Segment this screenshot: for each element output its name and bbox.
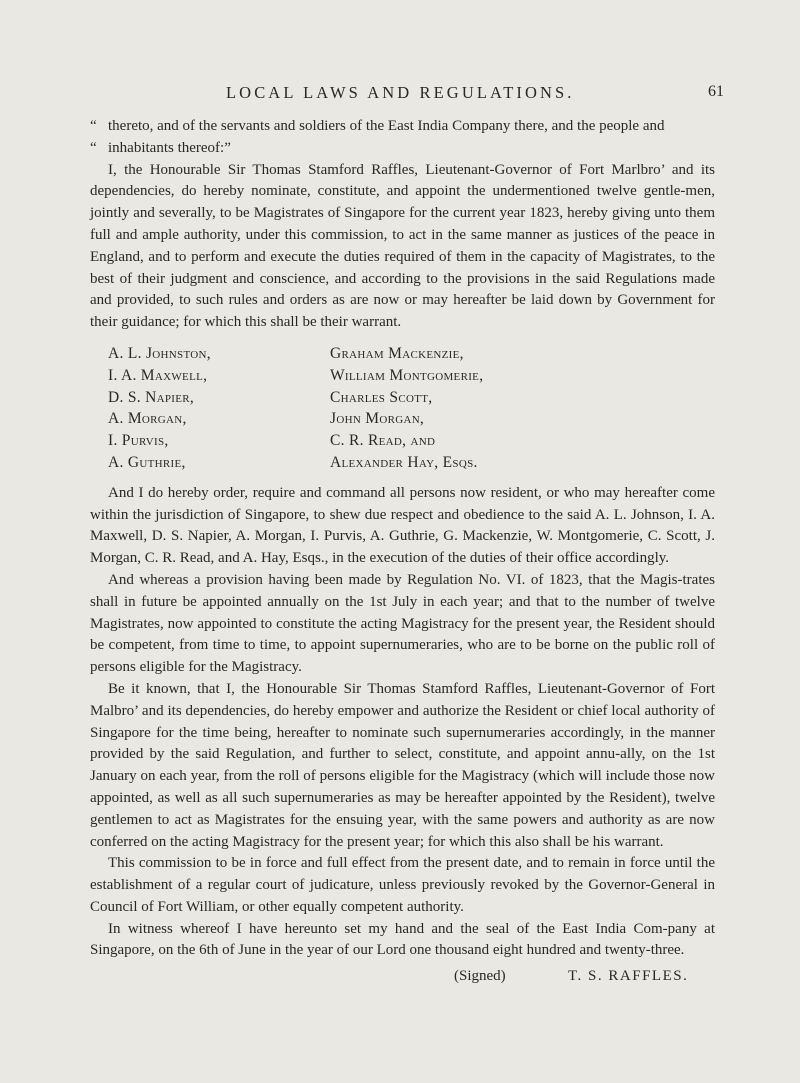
signatory-name: T. S. RAFFLES. xyxy=(568,968,689,985)
magistrate-name: A. Guthrie, xyxy=(108,453,186,471)
magistrates-right-column xyxy=(330,343,690,474)
paragraph-commission: This commission to be in force and full effect from the present date, and to remain in force until the establishment of a regular court of judicature, unless previously revoked by the Governor-General in Council of Fort William, or other equally competent authority. xyxy=(90,855,715,915)
paragraph-quote-line-1 xyxy=(90,116,715,138)
signature-block xyxy=(90,966,715,988)
open-quote: “ xyxy=(90,118,97,134)
magistrate-name: I. A. Maxwell, xyxy=(108,366,208,384)
magistrate-name: William Montgomerie, xyxy=(330,366,484,384)
body-text xyxy=(90,116,715,988)
paragraph-order: And I do hereby order, require and command all persons now resident, or who may hereafter come within the jurisdiction of Singapore, to shew due respect and obedience to the said A. L. Johnson, I. A. Maxwell, D. S. Napier, A. Morgan, I. Purvis, A. Guthrie, G. Mackenzie, W. Montgomerie, C. Scott, J. Morgan, C. R. Read, and A. Hay, Esqs., in the execution of the duties of their office accordingly. xyxy=(90,484,715,567)
paragraph-empower: Be it known, that I, the Honourable Sir Thomas Stamford Raffles, Lieutenant-Governor of Fort Malbro’ and its dependencies, do hereby empower and authorize the Resident or chief local authority of Singapore for the time being, hereafter to nominate such supernumeraries accordingly, in the manner provided by the said Regulation, and further to select, constitute, and appoint annu-ally, on the 1st January on each year, from the roll of persons eligible for the Magistracy (which will include those now appointed, as well as all such supernumeraries as may be hereafter appointed by the Resident), twelve gentlemen to act as Magistrates for the ensuing year, with the same powers and authority as are now conferred on the acting Magistracy for the present year; for which this also shall be his warrant. xyxy=(90,680,715,850)
page-number: 61 xyxy=(708,83,724,100)
magistrate-name: Charles Scott, xyxy=(330,388,433,406)
paragraph-appointment: I, the Honourable Sir Thomas Stamford Raffles, Lieutenant-Governor of Fort Marlbro’ and its dependencies, do hereby nominate, constitute, and appoint the undermentioned twelve gentle-men, jointly and severally, to be Magistrates of Singapore for the current year 1823, hereby giving unto them full and ample authority, under this commission, to act in the same manner as justices of the peace in England, and to perform and execute the duties required of them in the capacity of Magistrates, to the best of their judgment and conscience, and according to the provisions in the said Regulations made and provided, to such rules and orders as are now or may hereafter be laid down by Government for their guidance; for which this shall be their warrant. xyxy=(90,161,715,331)
magistrates-list xyxy=(108,343,715,474)
paragraph-quote-line-2 xyxy=(90,138,715,160)
running-title: LOCAL LAWS AND REGULATIONS. xyxy=(226,83,575,102)
magistrate-name: C. R. Read, and xyxy=(330,432,436,450)
quote-text-1: thereto, and of the servants and soldiers of the East India Company there, and the people and xyxy=(108,118,665,134)
magistrate-name: I. Purvis, xyxy=(108,432,169,450)
paragraph-provision: And whereas a provision having been made by Regulation No. VI. of 1823, that the Magis-trates shall in future be appointed annually on the 1st July in each year; and that to the number of twelve Magistrates, now appointed to constitute the acting Magistracy for the present year, the Resident should be competent, from time to time, to appoint supernumeraries, who are to be borne on the public roll of persons eligible for the Magistracy. xyxy=(90,571,715,676)
magistrate-name: John Morgan, xyxy=(330,410,425,428)
magistrate-name: A. L. Johnston, xyxy=(108,344,211,362)
magistrate-name: D. S. Napier, xyxy=(108,388,195,406)
quote-text-2: inhabitants thereof:” xyxy=(108,139,231,156)
paragraph-witness: In witness whereof I have hereunto set my hand and the seal of the East India Com-pany at Singapore, on the 6th of June in the year of our Lord one thousand eight hundred and twenty-three. xyxy=(90,920,715,959)
open-quote: “ xyxy=(90,139,97,156)
magistrate-name: A. Morgan, xyxy=(108,410,187,428)
magistrate-name: Alexander Hay, Esqs. xyxy=(330,453,478,471)
magistrate-name: Graham Mackenzie, xyxy=(330,344,464,362)
magistrates-left-column xyxy=(108,343,330,474)
signed-label: (Signed) xyxy=(454,968,506,985)
